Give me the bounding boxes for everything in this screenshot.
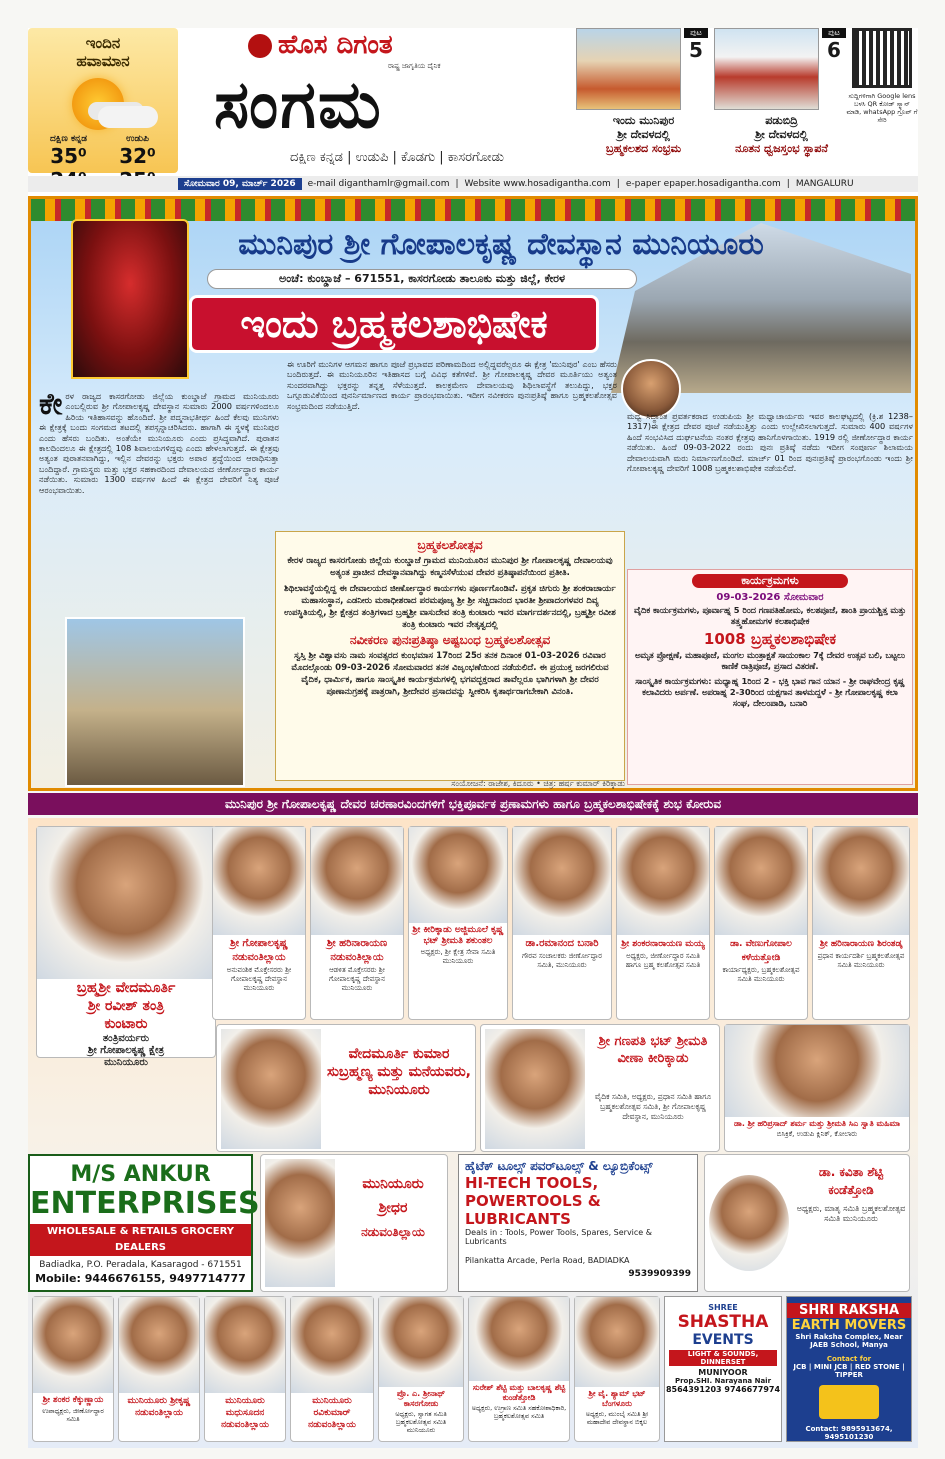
main-headline: ಇಂದು ಬ್ರಹ್ಮಕಲಶಾಭಿಷೇಕ — [189, 295, 599, 353]
greeting-card — [574, 1296, 660, 1442]
teaser-caption-1: ಪಡುಬಿದ್ರಿ — [765, 114, 798, 127]
ad-deals: Deals in : Tools, Power Tools, Spares, Service & Lubricants — [465, 1228, 653, 1246]
person-role: ಪ್ರಧಾನ ಕಾರ್ಯದರ್ಶಿ ಬ್ರಹ್ಮಕಲಶೋತ್ಸವ ಸಮಿತಿ ಮುನಿಯೂರು — [817, 952, 905, 969]
brahmakalasha-box — [275, 531, 625, 781]
article-text: ಈ ಊರಿಗೆ ಮುನಿಗಳ ಆಗಮನ ಹಾಗೂ ಪೂಜೆ ಪ್ರಭಾವದ ಪರಿಣಾಮದಿಂದ ಅಲ್ಲಿದ್ದವರೆಲ್ಲರೂ ಈ ಕ್ಷೇತ್ರ 'ಮುನಿಪುರ' ಎಂಬ ಹೆಸರು ಬಂದಿರುತ್ತದೆ. ಈ ಮುನಿಯೂರಿನ ಇತಿಹಾಸದ ಬಗ್ಗೆ ವಿವಿಧ ಕತೆಗಳಿವೆ. ಶ್ರೀ ಗೋಪಾಲಕೃಷ್ಣ ದೇವರ ಮೂರ್ತಿಯು ಅತ್ಯಂತ ಸುಂದರವಾಗಿದ್ದು ಭಕ್ತರನ್ನು ತನ್ನತ್ತ ಸೆಳೆಯುತ್ತದೆ. ಕಾಲಕ್ರಮೇಣ ದೇವಾಲಯವು ಶಿಥಿಲಾವಸ್ಥೆಗೆ ತಲುಪಿದ್ದು, ಭಕ್ತರ ಒಗ್ಗೂಡುವಿಕೆಯಿಂದ ಪುನರ್ನಿರ್ಮಾಣದ ಕಾರ್ಯ ಪ್ರಾರಂಭವಾಯಿತು. ಇದೀಗ ನವೀಕರಣ ಪುನಃಪ್ರತಿಷ್ಠೆ ಹಾಗೂ ಬ್ರಹ್ಮಕಲಶೋತ್ಸವ ಸಂಭ್ರಮದಿಂದ ನಡೆಯುತ್ತಿದೆ. — [287, 359, 617, 411]
person-role: ಆಡಳಿತ ಮೊಕ್ತೇಸರರು ಶ್ರೀ ಗೋಪಾಲಕೃಷ್ಣ ದೇವಸ್ಥಾನ ಮುನಿಯೂರು — [328, 966, 386, 992]
couple-photo — [409, 827, 507, 923]
masthead — [28, 28, 918, 198]
person-role: ಗೌರವ ಸಂಚಾಲಕರು ಜೀರ್ಣೋದ್ಧಾರ ಸಮಿತಿ, ಮುನಿಯೂರು — [522, 952, 602, 969]
teaser-caption-2: ಶ್ರೀ ದೇವಳದಲ್ಲಿ — [755, 128, 808, 141]
person-name: ಶ್ರೀ ವೈ. ಶ್ಯಾಮ್ ಭಟ್ ಬೆಂಗಳೂರು — [588, 1389, 646, 1408]
programme-text: ಅಮೃತ ಪ್ರೋಕ್ಷಣೆ, ಮಹಾಪೂಜೆ, ಮಂಗಲ ಮಂತ್ರಾಕ್ಷತೆ ಸಾಯಂಕಾಲ 7ಕ್ಕೆ ದೇವರ ಉತ್ಸವ ಬಲಿ, ಬಟ್ಟಲು ಕಾಣಿಕೆ ರಾತ್ರಿಪೂಜೆ, ಪ್ರಸಾದ ವಿತರಣೆ. — [634, 649, 906, 672]
couple-photo — [485, 1029, 585, 1149]
greeting-card-sridhar — [260, 1154, 448, 1292]
person-name: ಡಾ. ವೇಣುಗೋಪಾಲ ಕಳೆಯತ್ತೋಡಿ — [730, 939, 792, 963]
city-temp: 32⁰ — [119, 144, 156, 168]
couple-photo — [469, 1297, 569, 1381]
person-name: ಶ್ರೀ ಶಂಕರ ಕೆಕ್ಕುಣ್ಣಾಯ — [42, 1395, 104, 1405]
ad-hitech-tools — [458, 1154, 698, 1292]
drop-cap: ಕೇ — [39, 387, 63, 422]
programme-date: 09-03-2026 ಸೋಮವಾರ — [716, 592, 824, 603]
box-paragraph: ಶಿಥಿಲಾವಸ್ಥೆಯಲ್ಲಿದ್ದ ಈ ದೇವಾಲಯದ ಜೀರ್ಣೋದ್ಧಾರ ಕಾರ್ಯಗಳು ಪೂರ್ಣಗೊಂಡಿವೆ. ಪ್ರಕೃತ ಚಿಗುರು ಶ್ರೀ ಶಂಕರಾಚಾರ್ಯ ಮಹಾಸಂಸ್ಥಾನ, ಎಡನೀರು ಮಠಾಧೀಶರಾದ ಪರಮಪೂಜ್ಯ ಶ್ರೀ ಶ್ರೀ ಸಚ್ಚಿದಾನಂದ ಭಾರತೀ ಶ್ರೀಪಾದಂಗಳವರ ದಿವ್ಯ ಉಪಸ್ಥಿತಿಯಲ್ಲಿ, ಶ್ರೀ ಕ್ಷೇತ್ರದ ತಂತ್ರಿಗಳಾದ ಬ್ರಹ್ಮಶ್ರೀ ವಾಸುದೇವ ತಂತ್ರಿ ಕುಂಟಾರು ಇವರ ಮಾರ್ಗದರ್ಶನದಲ್ಲಿ, ಬ್ರಹ್ಮಶ್ರೀ ರವೀಶ ತಂತ್ರಿ ಕುಂಟಾರು ಇವರ ನೇತೃತ್ವದಲ್ಲಿ — [284, 584, 616, 630]
person-name: ವೇದಮೂರ್ತಿ ಕುಮಾರ ಸುಬ್ರಹ್ಮಣ್ಯ ಮತ್ತು ಮನೆಯವರು, ಮುನಿಯೂರು — [327, 1046, 471, 1098]
teaser-photo — [714, 28, 819, 110]
greeting-ads — [28, 818, 918, 1448]
page-label: ಪುಟ — [822, 28, 846, 38]
programme-heading: ಕಾರ್ಯಕ್ರಮಗಳು — [692, 574, 848, 588]
box-heading: ಬ್ರಹ್ಮಕಲಶೋತ್ಸವ — [417, 538, 483, 552]
person-photo — [37, 827, 215, 979]
ad-shastha-events — [664, 1296, 782, 1442]
greeting-card — [408, 826, 508, 1020]
greeting-card — [204, 1296, 286, 1442]
person-name: ಶ್ರೀ ಗೋಪಾಲಕೃಷ್ಣ ನಡುವಂತಿಲ್ಲಾಯ — [230, 938, 288, 963]
person-name: ಶ್ರೀ ಹರಿನಾರಾಯಣ ನಡುವಂತಿಲ್ಲಾಯ — [326, 938, 388, 963]
person-role: ಉಪಾಧ್ಯಕ್ಷರು, ಜೀರ್ಣೋದ್ಧಾರ ಸಮಿತಿ — [42, 1407, 104, 1423]
info-bar — [28, 176, 918, 192]
ad-ankur-enterprises — [28, 1154, 260, 1292]
person-photo — [311, 827, 403, 935]
person-photo — [213, 827, 305, 935]
person-role: ಬಿಸಿಕ್ರಿಕೆ, ಉಡುಪಿ ಕ್ಲಿನಿಕ್, ಕೋಲಾರು — [776, 1130, 858, 1138]
person-role: ಕಾರ್ಯಾಧ್ಯಕ್ಷರು, ಬ್ರಹ್ಮಕಲಶೋತ್ಸವ ಸಮಿತಿ ಮುನಿಯೂರು — [722, 966, 800, 983]
greeting-card — [616, 826, 710, 1020]
person-photo — [709, 1175, 789, 1271]
person-name: ನಡುವಂತಿಲ್ಲಾಯ — [361, 1225, 425, 1239]
page-number: 6 — [827, 38, 841, 62]
newspaper-tagline: ರಾಷ್ಟ್ರ ಜಾಗೃತಿಯ ದೈನಿಕ — [388, 62, 441, 70]
issue-date: ಸೋಮವಾರ 09, ಮಾರ್ಚ್ 2026 — [178, 178, 302, 190]
ad-phone: Mobile: 9446676155, 9497714777 — [35, 1272, 246, 1285]
person-role: ಅಧ್ಯಕ್ಷರು, ಉಗ್ರಾಣ ಸಮಿತಿ ಸಹಕೋಶಾಧಿಕಾರಿ, ಬ್ರಹ್ಮಕಲಶೋತ್ಸವ ಸಮಿತಿ — [471, 1404, 567, 1420]
ad-text: MUNIYOOR — [698, 1368, 748, 1377]
greeting-card-wide — [216, 1024, 476, 1152]
ad-title: M/S ANKUR — [70, 1162, 211, 1187]
person-role: ಮುನಿಯೂರು — [104, 1057, 148, 1068]
programme-highlight: 1008 ಬ್ರಹ್ಮಕಲಶಾಭಿಷೇಕ — [703, 629, 837, 648]
ad-title: SHASTHA — [677, 1312, 769, 1332]
person-name: ಡಾ.ರಮಾನಂದ ಬನಾರಿ — [525, 938, 599, 949]
person-name: ಪ್ರೊ. ಎ. ಶ್ರೀನಾಥ್ ಕಾಸರಗೋಡು — [396, 1389, 446, 1408]
person-role: ಶ್ರೀ ಗೋಪಾಲಕೃಷ್ಣ ಕ್ಷೇತ್ರ — [87, 1045, 165, 1056]
decorative-toran — [31, 199, 915, 221]
ad-title: ಹೈಟೆಕ್ ಟೂಲ್ಸ್ ಪವರ್‌ಟೂಲ್ಸ್ & ಲ್ಯೂಬ್ರಿಕೆಂಟ್ಸ್ — [465, 1159, 653, 1173]
person-role: ಅಧ್ಯಕ್ಷರು, ಸ್ವಾಗತ ಸಮಿತಿ ಬ್ರಹ್ಮಕಲಶೋತ್ಸವ ಸಮಿತಿ ಮುನಿಯೂರು — [395, 1410, 447, 1434]
person-photo — [119, 1297, 199, 1393]
page-label: ಪುಟ — [684, 28, 708, 38]
teaser-caption-1: ಇಂದು ಮುನಿಪುರ — [612, 114, 675, 127]
ad-shri-raksha — [786, 1296, 912, 1442]
person-name: ಮುನಿಯೂರು ಶ್ರೀಕೃಷ್ಣ ನಡುವಂತಿಲ್ಲಾಯ — [127, 1396, 191, 1418]
teaser-caption-3: ಬ್ರಹ್ಮಕಲಶದ ಸಂಭ್ರಮ — [605, 142, 682, 155]
credits-line: ಸಂಯೋಜನೆ: ರಾಜೇಶ, ಕಿದೂರು • ಚಿತ್ರ: ಹರ್ಷ ಕುಮಾರ್ ಕಿರಿಕ್ಕಾಡು — [451, 779, 625, 788]
person-name: ಮುನಿಯೂರು — [362, 1176, 424, 1192]
divider: | — [616, 179, 620, 189]
excavator-icon — [819, 1385, 879, 1419]
greeting-card — [310, 826, 404, 1020]
person-role: ಅನುವಂಶಿಕ ಮೊಕ್ತೇಸರರು ಶ್ರೀ ಗೋಪಾಲಕೃಷ್ಣ ದೇವಸ್ಥಾನ ಮುನಿಯೂರು — [226, 966, 292, 992]
newspaper-name: ಹೊಸ ದಿಗಂತ — [278, 30, 393, 60]
qr-caption: ಸುದ್ದಿಗಳಿಗಾಗಿ Google lens ಬಳಸಿ QR ಕೋಡ್ ಸ್ಕ್ಯಾನ್ ಮಾಡಿ, whatsApp ಗ್ರೂಪ್ ಗೆ ಸೇರಿ — [846, 92, 918, 124]
regions-line: ದಕ್ಷಿಣ ಕನ್ನಡ | ಉಡುಪಿ | ಕೊಡಗು | ಕಾಸರಗೋಡು — [290, 150, 505, 165]
person-photo — [33, 1297, 113, 1393]
ad-phone: 9539909399 — [628, 1269, 691, 1279]
ad-address: Shri Raksha Complex, Near JAEB School, Manya — [795, 1333, 903, 1349]
couple-photo — [221, 1029, 321, 1149]
person-photo — [575, 1297, 659, 1387]
teaser-caption-2: ಶ್ರೀ ದೇವಳದಲ್ಲಿ — [617, 128, 670, 141]
ad-title: SHRI RAKSHA — [787, 1303, 911, 1318]
ad-title: HI-TECH TOOLS, POWERTOOLS & LUBRICANTS — [465, 1174, 601, 1228]
person-photo — [813, 827, 909, 935]
ad-address: Pilankatta Arcade, Perla Road, BADIADKA — [465, 1256, 630, 1265]
qr-code-icon[interactable] — [852, 28, 912, 88]
box-paragraph: ಕೇರಳ ರಾಜ್ಯದ ಕಾಸರಗೋಡು ಜಿಲ್ಲೆಯ ಕುಂಬ್ಡಾಜೆ ಗ್ರಾಮದ ಮುನಿಯೂರಿನ ಮುನಿಪುರ ಶ್ರೀ ಗೋಪಾಲಕೃಷ್ಣ ದೇವಾಲಯವು ಅತ್ಯಂತ ಪ್ರಾಚೀನ ದೇವಸ್ಥಾನವಾಗಿದ್ದು ಕಣ್ಮನಸೆಳೆಯುವ ದೇವರ ಪ್ರತಿಷ್ಠಾಪನೆಯಿಂದ ಪ್ರತೀತಿ. — [287, 556, 613, 578]
teaser-page-5[interactable] — [576, 28, 711, 156]
person-name: ಕುಂಟಾರು — [104, 1016, 148, 1032]
person-photo — [291, 1297, 373, 1393]
temple-address: ಅಂಚೆ: ಕುಂಬ್ಡಾಜೆ – 671551, ಕಾಸರಗೋಡು ತಾಲೂಕು ಮತ್ತು ಜಿಲ್ಲೆ, ಕೇರಳ — [207, 269, 637, 289]
greeting-card — [118, 1296, 200, 1442]
cloud-icon — [98, 106, 158, 128]
temple-title: ಮುನಿಪುರ ಶ್ರೀ ಗೋಪಾಲಕೃಷ್ಣ ದೇವಸ್ಥಾನ ಮುನಿಯೂರು — [238, 227, 764, 262]
ad-services: JCB | MINI JCB | RED STONE | TIPPER — [793, 1363, 905, 1379]
article-text: ರಳ ರಾಜ್ಯದ ಕಾಸರಗೋಡು ಜಿಲ್ಲೆಯ ಕುಂಬ್ಡಾಜೆ ಗ್ರಾಮದ ಮುನಿಯೂರು ಎಂಬಲ್ಲಿರುವ ಶ್ರೀ ಗೋಪಾಲಕೃಷ್ಣ ದೇವಸ್ಥಾನ ಸುಮಾರು 2000 ವರ್ಷಗಳಿಂದಲೂ ಹಿರಿಯ ಇತಿಹಾಸವನ್ನು ಹೊಂದಿದೆ. ಶ್ರೀ ಪದ್ಮನಾಭತೀರ್ಥ ಹಿಂದೆ ಕೆಲವು ಮುನಿಗಳು ಈ ಕ್ಷೇತ್ರಕ್ಕೆ ಬಂದು ಸಂಗಮದ ತಟದಲ್ಲಿ ತಪಸ್ಸನ್ನಾಚರಿಸಿದರು. ಹಾಗಾಗಿ ಈ ಸ್ಥಳಕ್ಕೆ ಮುನಿಪುರ ಎಂದು ಹೆಸರು ಬಂದಿತು. ಅಂತೆಯೇ ಮುನಿಯೂರು ಎಂದು ಪ್ರಸಿದ್ಧವಾಗಿದೆ. ಪುರಾತನ ಕಾಲದಿಂದಲೂ ಈ ಕ್ಷೇತ್ರದಲ್ಲಿ 108 ಶಿವಾಲಯಗಳಿದ್ದವು ಎಂದು ಹೇಳಲಾಗುತ್ತದೆ. ಈ ಕ್ಷೇತ್ರವು ಅತ್ಯಂತ ಪುರಾತನವಾಗಿದ್ದು, ಇಲ್ಲಿನ ದೇವರನ್ನು ಭಕ್ತರು ಅಪಾರ ಶ್ರದ್ಧೆಯಿಂದ ಆರಾಧಿಸುತ್ತಾ ಬಂದಿದ್ದಾರೆ. ಗ್ರಾಮಸ್ಥರು ಮತ್ತು ಭಕ್ತರ ಸಹಕಾರದಿಂದ ದೇವಾಲಯದ ಜೀರ್ಣೋದ್ಧಾರ ಕಾರ್ಯ ನಡೆಯಿತು. ಸುಮಾರು 1300 ವರ್ಷಗಳ ಹಿಂದೆ ಈ ಕ್ಷೇತ್ರದ ದೇವರಿಗೆ ನಿತ್ಯ ಪೂಜೆ ಆರಂಭವಾಯಿತು. — [39, 391, 279, 495]
ad-tagline: LIGHT & SOUNDS, DINNERSET — [669, 1350, 777, 1366]
family-photo — [725, 1025, 909, 1117]
person-role: ಅಧ್ಯಕ್ಷರು, ಜೀರ್ಣೋದ್ಧಾರ ಸಮಿತಿ ಹಾಗೂ ಬ್ರಹ್ಮ ಕಲಶೋತ್ಸವ ಸಮಿತಿ — [625, 952, 701, 969]
ad-text: Contact for — [826, 1355, 872, 1363]
programme-text: ವೈದಿಕ ಕಾರ್ಯಕ್ರಮಗಳು, ಪೂರ್ವಾಹ್ನ 5 ರಿಂದ ಗಣಪತಿಹೋಮ, ಕಲಶಪೂಜೆ, ಶಾಂತಿ ಪ್ರಾಯಶ್ಚಿತ್ತ ಮತ್ತು ತತ್ತ್ವಹೋಮಗಳ ಕಲಶಾಭಿಷೇಕ — [634, 605, 906, 627]
article-column-1 — [39, 387, 279, 571]
person-name: ಶ್ರೀಧರ — [378, 1200, 408, 1216]
greeting-card — [212, 826, 306, 1020]
person-name: ಡಾ. ಕವಿತಾ ಶೆಟ್ಟಿ — [818, 1165, 884, 1179]
priest-portrait — [621, 359, 681, 419]
person-name: ಕಂಡೆತ್ತೋಡಿ — [828, 1183, 874, 1197]
greeting-card — [468, 1296, 570, 1442]
person-name: ಶ್ರೀ ಹರಿನಾರಾಯಣ ಶಿರಂತಡ್ಕ — [819, 939, 903, 949]
greeting-card-kavitha — [704, 1154, 910, 1292]
email-link[interactable]: e-mail diganthamlr@gmail.com — [307, 179, 450, 189]
newspaper-brand — [188, 28, 588, 173]
city-temp: 35⁰ — [50, 144, 87, 168]
greeting-card — [714, 826, 808, 1020]
person-name: ಡಾ. ಶ್ರೀ ಹರಿಪ್ರಸಾದ್ ಶರ್ಮ ಮತ್ತು ಶ್ರೀಮತಿ ಸಿಎ ಸ್ವಾತಿ ಮಹಿಮಾ — [733, 1119, 901, 1128]
ad-address: Badiadka, P.O. Peradala, Kasaragod - 671551 — [39, 1260, 242, 1270]
person-photo — [265, 1159, 335, 1287]
person-role: ಅಧ್ಯಕ್ಷರು, ಶ್ರೀ ಕ್ಷೇತ್ರ ಸೇವಾ ಸಮಿತಿ ಮುನಿಯೂರು — [420, 948, 496, 965]
ad-title: EARTH MOVERS — [791, 1318, 907, 1333]
page-number: 5 — [689, 38, 703, 62]
person-role: ತಂತ್ರಿವರ್ಯರು — [102, 1033, 150, 1044]
greeting-card — [724, 1024, 910, 1152]
programme-text: ಸಾಂಸ್ಕೃತಿಕ ಕಾರ್ಯಕ್ರಮಗಳು: ಮಧ್ಯಾಹ್ನ 1ರಿಂದ 2 - ಭಕ್ತಿ ಭಾವ ಗಾನ ಯಾನ - ಶ್ರೀ ರಾಘವೇಂದ್ರ ಕೃಷ್ಣ ಕಲಾವಿದರು ಅರ್ಪಣೆ. ಅಪರಾಹ್ನ 2-30ರಿಂದ ಯಕ್ಷಗಾನ ತಾಳಮದ್ದಳೆ - ಶ್ರೀ ಗೋಪಾಲಕೃಷ್ಣ ಕಲಾ ಸಂಘ, ದೇಲಂಪಾಡಿ, ಬನಾರಿ — [635, 675, 905, 709]
ad-phone: 8564391203 9746677974 — [665, 1385, 781, 1394]
person-name: ಶ್ರೀ ಕೀರಿಕ್ಕಾಡು ಅಜ್ಜಿಮೂಲೆ ಕೃಷ್ಣ ಭಟ್ ಶ್ರೀಮತಿ ಶಕುಂತಲ — [412, 925, 504, 946]
epaper-link[interactable]: e-paper epaper.hosadigantha.com — [625, 179, 781, 189]
box-paragraph: ಸ್ವಸ್ತಿ ಶ್ರೀ ವಿಶ್ವಾವಸು ನಾಮ ಸಂವತ್ಸರದ ಕುಂಭಮಾಸ 17ರಿಂದ 25ರ ತನಕ ದಿನಾಂಕ 01-03-2026 ರವಿವಾರ ಮೊದಲ್ಗೊಂಡು 09-03-2026 ಸೋಮವಾರದ ತನಕ ವಿಜೃಂಭಣೆಯಿಂದ ನಡೆಯಲಿದೆ. ಈ ಪ್ರಯುಕ್ತ ಜರಗಲಿರುವ ವೈದಿಕ, ಧಾರ್ಮಿಕ, ಹಾಗೂ ಸಾಂಸ್ಕೃತಿಕ ಕಾರ್ಯಕ್ರಮಗಳಲ್ಲಿ ಭಗವದ್ಭಕ್ತರಾದ ತಾವೆಲ್ಲರೂ ಭಾಗಿಗಳಾಗಿ ಶ್ರೀ ದೇವರ ಪೂಣಾನುಗ್ರಹಕ್ಕೆ ಪಾತ್ರರಾಗಿ, ಶ್ರೀದೇವರ ಪ್ರಸಾದವನ್ನು ಸ್ವೀಕರಿಸಿ ಕೃತಾರ್ಥರಾಗಬೇಕಾಗಿ ವಿನಂತಿ. — [291, 651, 609, 697]
box-heading: ನವೀಕರಣ ಪುನಃಪ್ರತಿಷ್ಠಾ ಅಷ್ಟಬಂಧ ಬ್ರಹ್ಮಕಲಶೋತ್ಸವ — [349, 633, 551, 647]
person-photo — [379, 1297, 463, 1387]
greeting-card-wide — [480, 1024, 720, 1152]
person-photo — [617, 827, 709, 935]
person-photo — [205, 1297, 285, 1393]
greeting-card — [32, 1296, 114, 1442]
city-name: ಉಡುಪಿ — [126, 134, 149, 144]
page-teasers — [576, 28, 861, 173]
greeting-card — [512, 826, 612, 1020]
person-role: ವೈದಿಕ ಸಮಿತಿ, ಅಧ್ಯಕ್ಷರು, ಪ್ರಧಾನ ಸಮಿತಿ ಹಾಗೂ ಬ್ರಹ್ಮಕಲಶೋತ್ಸವ ಸಮಿತಿ, ಶ್ರೀ ಗೋಪಾಲಕೃಷ್ಣ ದೇವಸ್ಥಾನ, ಮುನಿಯೂರು — [594, 1092, 712, 1121]
ad-text: SHREE — [708, 1303, 738, 1312]
edition-city: MANGALURU — [795, 179, 854, 189]
programme-box — [627, 569, 913, 785]
teaser-caption-3: ನೂತನ ಧ್ವಜಸ್ತಂಭ ಸ್ಥಾಪನೆ — [735, 142, 828, 155]
greeting-card — [378, 1296, 464, 1442]
temple-mandapa-photo — [65, 617, 245, 787]
qr-block[interactable] — [846, 28, 918, 124]
temple-feature — [28, 196, 918, 791]
ad-title: EVENTS — [692, 1332, 754, 1348]
ad-phone: Contact: 9895913674, 9495101230 — [805, 1425, 893, 1441]
newspaper-logo-icon — [248, 34, 272, 58]
ad-title: ENTERPRISES — [30, 1186, 260, 1221]
greeting-card — [812, 826, 910, 1020]
person-photo — [715, 827, 807, 935]
person-name: ಶ್ರೀ ಶಂಕರನಾರಾಯಣ ಮಯ್ಯ — [621, 939, 705, 949]
weather-title-2: ಹವಾಮಾನ — [76, 52, 130, 70]
article-text: ಮಧ್ವ ಸಿದ್ಧಾಂತ ಪ್ರವರ್ತಕರಾದ ಉಡುಪಿಯ ಶ್ರೀ ಮಧ್ವಾಚಾರ್ಯರು ಇವರ ಕಾಲಘಟ್ಟದಲ್ಲಿ (ಕ್ರಿ.ಶ 1238–1317)ಈ ಕ್ಷೇತ್ರದ ದೇವರ ಪೂಜೆ ನಡೆಯುತ್ತಿತ್ತು ಎಂದು ಉಲ್ಲೇಖಿಸಲಾಗುತ್ತದೆ. ಸುಮಾರು 400 ವರ್ಷಗಳ ಹಿಂದೆ ಸಂಭವಿಸಿದ ದುರ್ಘಟನೆಯ ನಂತರ ಕ್ಷೇತ್ರವು ಹಾನಿಗೊಳಗಾಯಿತು. 1919 ರಲ್ಲಿ ಜೀರ್ಣೋದ್ಧಾರ ಕಾರ್ಯ ನಡೆಯಿತು. ಹಿಂದೆ 09-03-2022 ರಂದು ಪುನಃ ಪ್ರತಿಷ್ಠೆ ನಡೆದು ಇದೀಗ ಸಂಪೂರ್ಣ ಶಿಲಾಮಯ ದೇವಾಲಯವಾಗಿ ಮರು ನಿರ್ಮಾಣಗೊಂಡಿದೆ. ಮಾರ್ಚ್ 01 ರಿಂದ ಪುನಃಪ್ರತಿಷ್ಠೆ ಪ್ರಾರಂಭಗೊಂಡು ಇಂದು ಶ್ರೀ ಗೋಪಾಲಕೃಷ್ಣ ದೇವರಿಗೆ 1008 ಬ್ರಹ್ಮಕಲಶಾಭಿಷೇಕ ನಡೆಯಲಿದೆ. — [627, 411, 913, 474]
weather-title-1: ಇಂದಿನ — [85, 34, 121, 52]
person-name: ಮುನಿಯೂರು ರವಿಕುಮಾರ್ ನಡುವಂತಿಲ್ಲಾಯ — [308, 1396, 356, 1430]
city-name: ದಕ್ಷಿಣ ಕನ್ನಡ — [50, 134, 87, 144]
supplement-name: ಸಂಗಮ — [214, 66, 383, 143]
greeting-card — [290, 1296, 374, 1442]
weather-box — [28, 28, 178, 173]
person-name: ಶ್ರೀ ರವೀಶ್ ತಂತ್ರಿ — [87, 998, 165, 1014]
website-link[interactable]: Website www.hosadigantha.com — [464, 179, 611, 189]
greeting-strip: ಮುನಿಪುರ ಶ್ರೀ ಗೋಪಾಲಕೃಷ್ಣ ದೇವರ ಚರಣಾರವಿಂದಗಳಿಗೆ ಭಕ್ತಿಪೂರ್ವಕ ಪ್ರಣಾಮಗಳು ಹಾಗೂ ಬ್ರಹ್ಮಕಲಶಾಭಿಷೇಕಕ್ಕೆ ಶುಭ ಕೋರುವ — [28, 793, 918, 815]
teaser-photo — [576, 28, 681, 110]
article-column-3 — [627, 411, 913, 561]
ad-tagline: WHOLESALE & RETAILS GROCERY DEALERS — [30, 1224, 251, 1256]
divider: | — [786, 179, 790, 189]
ad-text: Prop.SHI. Narayana Nair — [674, 1377, 772, 1385]
person-name: ಸುರೇಶ್ ಶೆಟ್ಟಿ ಮತ್ತು ಬಾಲಕೃಷ್ಣ ಶೆಟ್ಟಿ ಕುಂಡೆತ್ತೋಡಿ — [472, 1383, 566, 1402]
person-name: ಬ್ರಹ್ಮಶ್ರೀ ವೇದಮೂರ್ತಿ — [76, 980, 176, 996]
person-name: ಮುನಿಯೂರು ಮಧುಸೂದನ ನಡುವಂತಿಲ್ಲಾಯ — [221, 1396, 269, 1430]
divider: | — [455, 179, 459, 189]
couple-photo — [513, 827, 611, 935]
article-column-2 — [287, 359, 617, 529]
person-role: ಅಧ್ಯಕ್ಷರು, ಮುಂಬೈ ಸಮಿತಿ ಶ್ರೀ ಮಹಾದೇವ ದೇವಸ್ಥಾನ ಬಿಕ್ಕಲ — [585, 1410, 649, 1426]
greeting-card-tantri — [36, 826, 216, 1068]
teaser-page-6[interactable] — [714, 28, 849, 156]
person-role: ಅಧ್ಯಕ್ಷರು, ಮಾತೃ ಸಮಿತಿ ಬ್ರಹ್ಮಕಲಶೋತ್ಸವ ಸಮಿತಿ ಮುನಿಯೂರು — [796, 1204, 906, 1223]
person-name: ಶ್ರೀ ಗಣಪತಿ ಭಟ್ ಶ್ರೀಮತಿ ವೀಣಾ ಕೀರಿಕ್ಕಾಡು — [598, 1034, 708, 1066]
